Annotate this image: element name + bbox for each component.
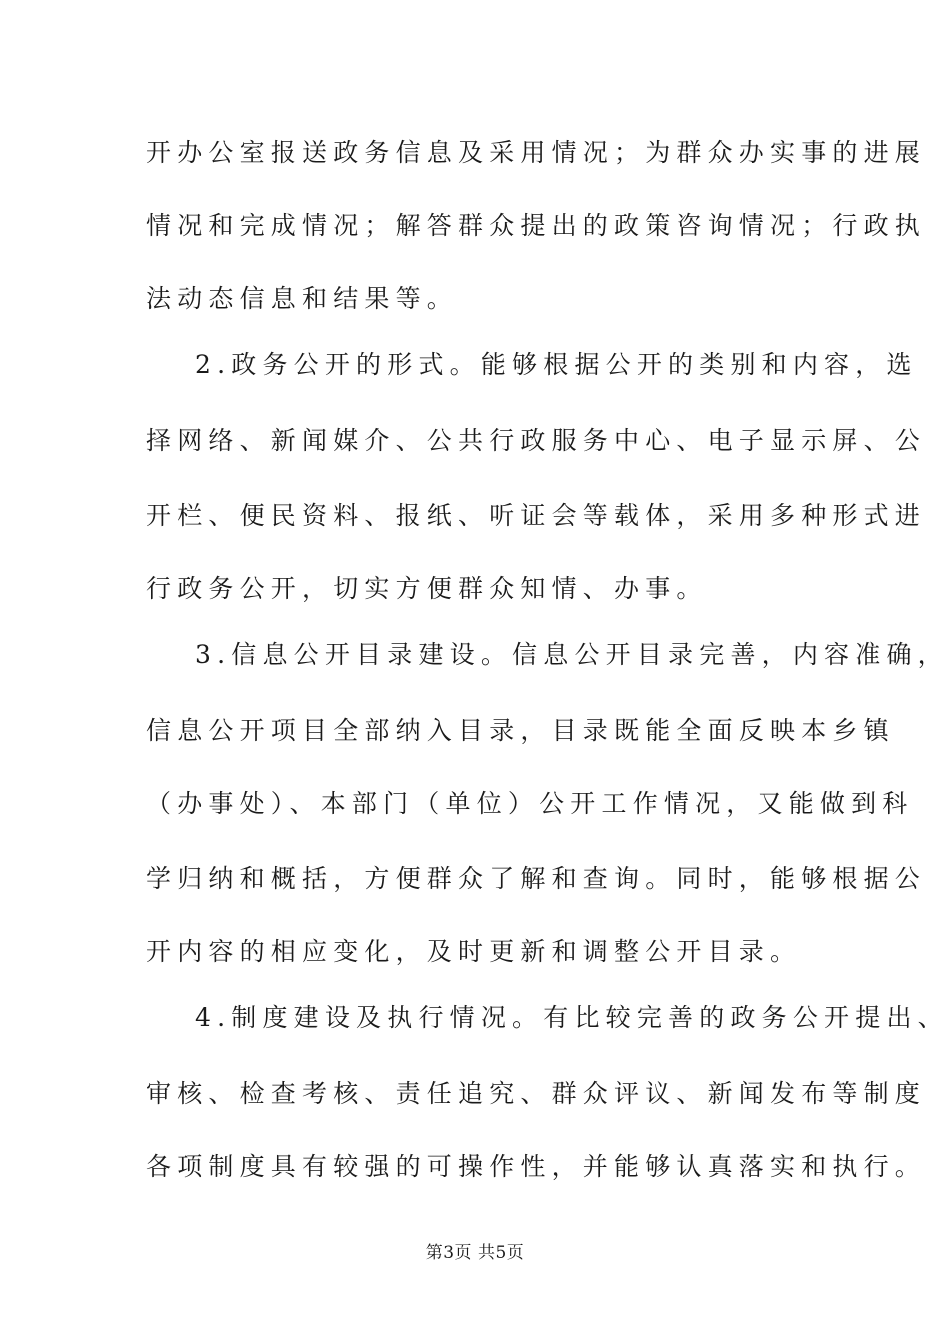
text-line: 各项制度具有较强的可操作性，并能够认真落实和执行。 — [146, 1152, 927, 1181]
text-line: 行政务公开，切实方便群众知情、办事。 — [146, 574, 708, 603]
text-line: 4.制度建设及执行情况。有比较完善的政务公开提出、 — [195, 1003, 949, 1032]
text-line: 审核、检查考核、责任追究、群众评议、新闻发布等制度 — [146, 1079, 927, 1108]
text-line: 开内容的相应变化，及时更新和调整公开目录。 — [146, 937, 802, 966]
text-line: 情况和完成情况；解答群众提出的政策咨询情况；行政执 — [146, 211, 927, 240]
text-line: 信息公开项目全部纳入目录，目录既能全面反映本乡镇 — [146, 716, 895, 745]
page-indicator: 第3页 共5页 — [425, 1243, 525, 1263]
text-line: 开栏、便民资料、报纸、听证会等载体，采用多种形式进 — [146, 501, 927, 530]
text-line: 开办公室报送政务信息及采用情况；为群众办实事的进展 — [146, 138, 927, 167]
text-line: 学归纳和概括，方便群众了解和查询。同时，能够根据公 — [146, 864, 927, 893]
text-line: 2.政务公开的形式。能够根据公开的类别和内容，选 — [195, 350, 918, 379]
text-line: 择网络、新闻媒介、公共行政服务中心、电子显示屏、公 — [146, 426, 927, 455]
text-line: （办事处）、本部门（单位）公开工作情况，又能做到科 — [146, 789, 914, 818]
text-line: 法动态信息和结果等。 — [146, 284, 459, 313]
text-line: 3.信息公开目录建设。信息公开目录完善，内容准确， — [195, 640, 949, 669]
